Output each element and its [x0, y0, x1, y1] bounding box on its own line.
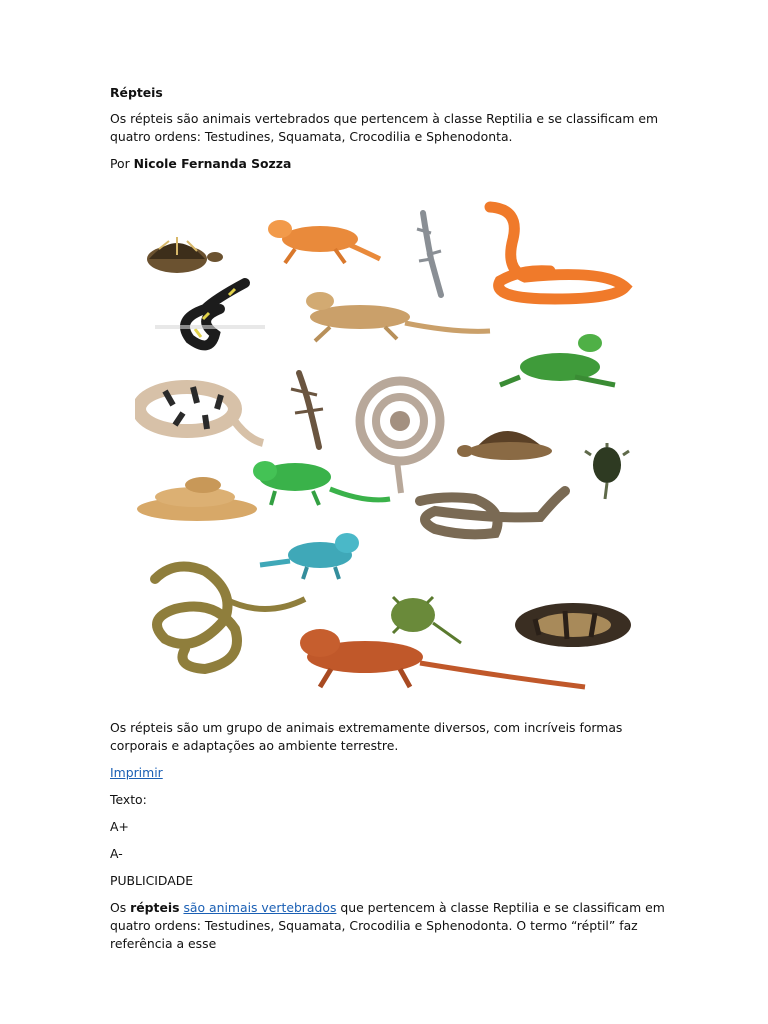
blue-chameleon-icon: [260, 533, 359, 579]
gecko-icon: [417, 213, 441, 295]
turtle-icon: [457, 431, 552, 460]
body-prefix: Os: [110, 900, 131, 915]
font-increase-button[interactable]: A+: [110, 819, 129, 834]
ad-label: PUBLICIDADE: [110, 873, 194, 888]
green-iguana-icon: [500, 334, 615, 385]
tortoise-icon: [147, 237, 223, 273]
anaconda-icon: [155, 567, 305, 670]
article-body: [110, 899, 670, 953]
ball-python-icon: [515, 603, 631, 647]
text-size-label: Texto:: [110, 792, 147, 807]
font-decrease-button[interactable]: A-: [110, 846, 123, 861]
coiled-snake-icon: [360, 381, 440, 493]
reptiles-illustration: [135, 199, 645, 699]
author-name: Nicole Fernanda Sozza: [133, 156, 292, 171]
bearded-dragon-icon: [268, 220, 380, 263]
python-icon: [420, 491, 565, 534]
byline-prefix: Por: [110, 156, 134, 171]
lizard-icon: [306, 292, 490, 341]
chameleon-icon: [253, 461, 390, 505]
kingsnake-icon: [155, 283, 265, 345]
article: [110, 84, 670, 962]
article-lead: Os répteis são animais vertebrados que pertencem à classe Reptilia e se classificam em quatro ordens: Testudines, Squamata, Crocodilia e Sphenodonta.: [110, 111, 659, 144]
vertebrates-link[interactable]: são animais vertebrados: [183, 900, 337, 915]
small-turtle-icon: [585, 443, 629, 499]
body-bold-term: répteis: [130, 900, 180, 915]
small-gecko-icon: [291, 373, 323, 447]
article-title: Répteis: [110, 85, 163, 100]
byline: [110, 155, 670, 173]
corn-snake-icon: [490, 207, 625, 299]
figure-caption: Os répteis são um grupo de animais extremamente diversos, com incríveis formas corporais e adaptações ao ambiente terrestre.: [110, 720, 623, 753]
banded-snake-icon: [139, 387, 263, 443]
body-rest: que pertencem à classe Reptilia e se classificam em quatro ordens: Testudines, Squamata, Crocodilia e Sphenodonta. O termo “réptil” faz referência a esse: [110, 900, 665, 951]
slider-turtle-icon: [391, 597, 461, 643]
sand-viper-icon: [137, 477, 257, 521]
reptiles-figure: [135, 199, 645, 699]
print-link[interactable]: Imprimir: [110, 765, 163, 780]
